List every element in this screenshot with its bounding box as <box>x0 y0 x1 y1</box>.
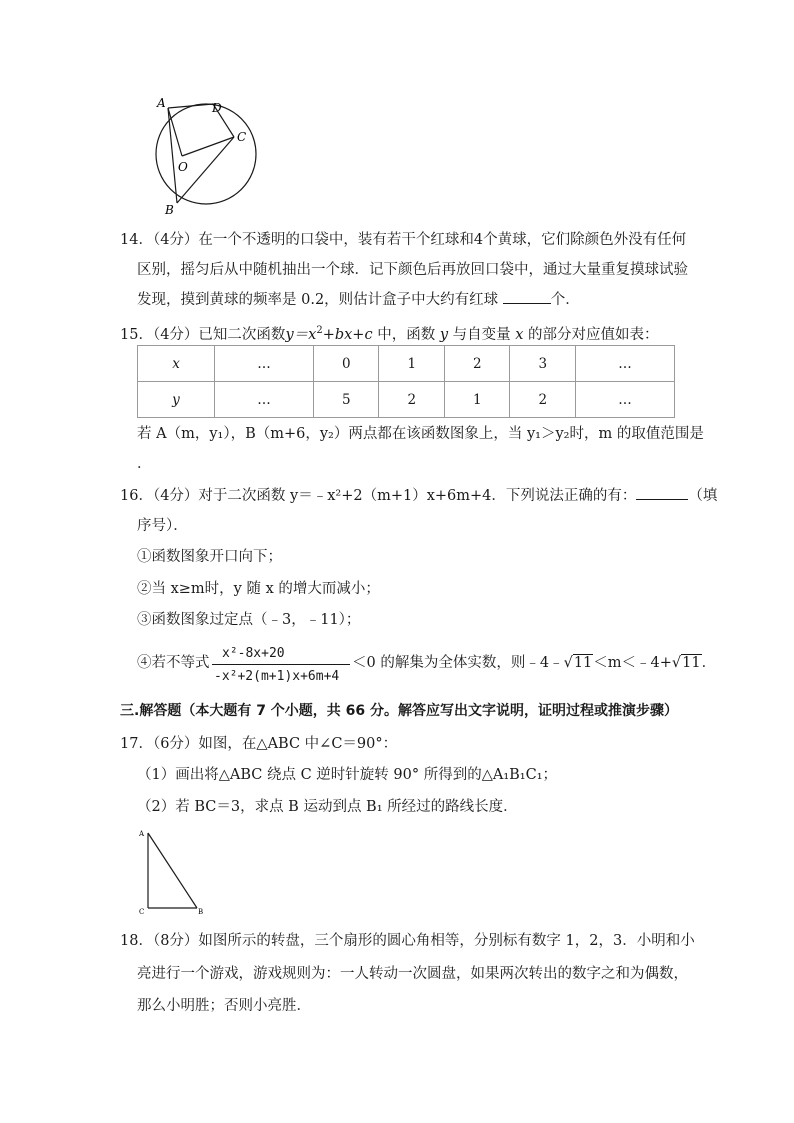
label-a: A <box>157 96 166 110</box>
q15-bxc: +bx+c <box>322 326 373 343</box>
q15-line1 <box>120 320 659 346</box>
label-b: B <box>165 203 174 217</box>
section-heading: 三.解答题（本大题有 7 个小题，共 66 分。解答应写出文字说明，证明过程或推演步骤） <box>120 703 679 719</box>
table-cell: 3 <box>510 346 576 382</box>
q16-prefix: 16．（4分）对于二次函数 <box>120 488 291 504</box>
q14-line1: 14．（4分）在一个不透明的口袋中，装有若干个红球和4个黄球，它们除颜色外没有任何 <box>120 232 687 248</box>
table-cell: … <box>215 346 314 382</box>
table-cell: 2 <box>444 346 510 382</box>
table-row <box>138 346 675 382</box>
q16-line2: 序号）． <box>137 518 188 534</box>
q16-line1 <box>120 485 717 507</box>
q16-function: y＝﹣x²+2（m+1）x+6m+4．下列说法正确的有： <box>290 488 637 504</box>
q15-sup: 2 <box>316 325 323 336</box>
q18-line1: 18．（8分）如图所示的转盘，三个扇形的圆心角相等，分别标有数字 1，2，3．小明和小 <box>120 933 695 949</box>
label-d: D <box>212 101 222 115</box>
table-cell: … <box>215 382 314 418</box>
q16-option4-prefix: ④若不等式 <box>137 655 210 671</box>
q14-line3-text: 发现，摸到黄球的频率是 0.2，则估计盒子中大约有红球 <box>137 292 503 308</box>
q16-end: ． <box>701 655 717 671</box>
sqrt-value: 11 <box>682 655 701 671</box>
q14-line2: 区别，摇匀后从中随机抽出一个球．记下颜色后再放回口袋中，通过大量重复摸球试验 <box>137 262 688 278</box>
fraction-denominator: -x²+2(m+1)x+6m+4 <box>214 669 340 684</box>
q14-line3 <box>137 289 580 311</box>
q15-suffix: 的部分对应值如表： <box>523 326 659 343</box>
q17-part2: （2）若 BC＝3，求点 B 运动到点 B₁ 所经过的路线长度． <box>137 799 518 815</box>
q15-line3: ． <box>137 456 152 472</box>
q16-cond: ＜0 的解集为全体实数，则﹣4﹣ <box>352 655 564 671</box>
q16-cond2: ＜m＜﹣4+ <box>593 655 672 671</box>
label-a: A <box>139 830 145 838</box>
table-cell: 1 <box>444 382 510 418</box>
q15-prefix: 15．（4分）已知二次函数 <box>120 326 286 343</box>
q15-x: ＝x <box>293 326 317 343</box>
q16-fill: （填 <box>688 488 718 504</box>
q15-line2: 若 A（m，y₁），B（m+6，y₂）两点都在该函数图象上，当 y₁＞y₂时，m 的取值范围是 <box>137 426 704 442</box>
sqrt-symbol: √11 <box>563 655 593 671</box>
table-row <box>138 382 675 418</box>
table-cell: 0 <box>313 346 379 382</box>
label-b: B <box>198 908 204 916</box>
fraction-numerator: x²-8x+20 <box>222 646 285 661</box>
answer-blank[interactable] <box>503 289 551 304</box>
table-cell: 1 <box>379 346 445 382</box>
q17-line1: 17．（6分）如图，在△ABC 中∠C＝90°： <box>120 736 398 752</box>
label-c: C <box>237 130 247 144</box>
table-cell: y <box>138 382 215 418</box>
q18-line2: 亮进行一个游戏，游戏规则为：一人转动一次圆盘，如果两次转出的数字之和为偶数， <box>137 966 688 982</box>
q15-y2: y <box>439 326 449 343</box>
q15-x2: x <box>515 326 524 343</box>
fraction-bar <box>212 664 350 665</box>
table-cell: … <box>575 382 674 418</box>
table-cell: x <box>138 346 215 382</box>
table-cell: 2 <box>510 382 576 418</box>
table-cell: 5 <box>313 382 379 418</box>
triangle-figure <box>135 828 215 920</box>
table-cell: 2 <box>379 382 445 418</box>
sqrt-value: 11 <box>573 655 593 671</box>
q14-line3-end: 个． <box>550 292 580 308</box>
q16-option4-suffix <box>352 652 716 674</box>
value-table <box>137 345 675 418</box>
label-o: O <box>178 160 188 174</box>
q16-option1: ①函数图象开口向下； <box>137 549 282 565</box>
q18-line3: 那么小明胜；否则小亮胜． <box>137 998 311 1014</box>
answer-blank[interactable] <box>636 485 688 500</box>
q16-option3: ③函数图象过定点（﹣3，﹣11）； <box>137 612 361 628</box>
sqrt-symbol: √11 <box>671 655 701 671</box>
q17-part1: （1）画出将△ABC 绕点 C 逆时针旋转 90° 所得到的△A₁B₁C₁； <box>137 767 558 783</box>
q15-y: y <box>285 326 294 343</box>
label-c: C <box>139 908 145 916</box>
table-cell: … <box>575 346 674 382</box>
circle-figure <box>130 96 260 221</box>
q15-mid1: 中，函数 <box>372 326 440 343</box>
q15-mid2: 与自变量 <box>448 326 516 343</box>
q16-option2: ②当 x≥m时，y 随 x 的增大而减小； <box>137 581 380 597</box>
